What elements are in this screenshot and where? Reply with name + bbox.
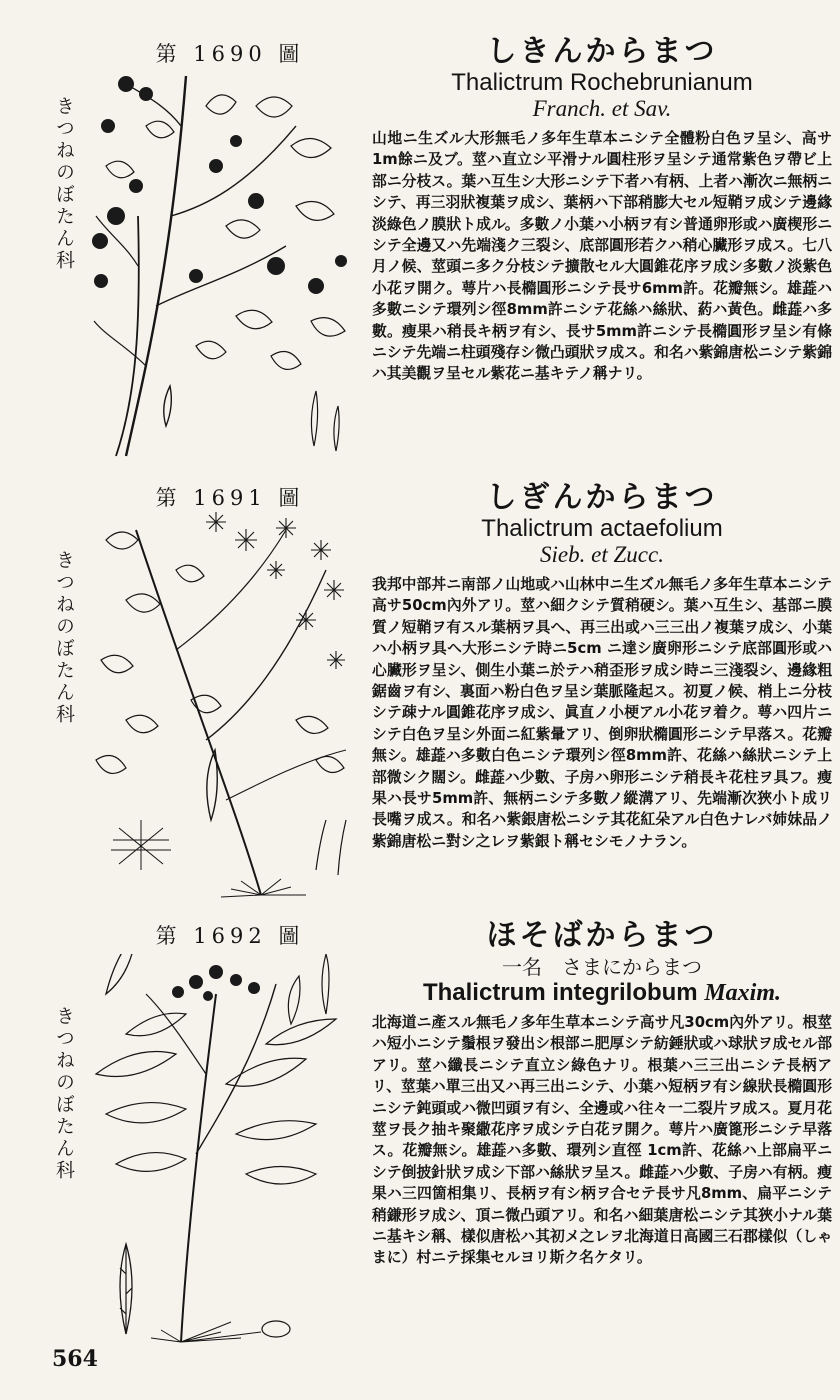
scientific-name-line bbox=[372, 980, 832, 1006]
author-name: Maxim. bbox=[704, 980, 782, 1006]
scientific-name: Thalictrum actaefolium bbox=[481, 515, 723, 542]
plant-illustration bbox=[86, 510, 358, 898]
entry-text bbox=[372, 918, 832, 1269]
author-name: Franch. et Sav. bbox=[532, 96, 672, 121]
entry-text bbox=[372, 34, 832, 385]
scientific-name: Thalictrum integrilobum bbox=[422, 979, 698, 1006]
description-text: 山地ニ生ズル大形無毛ノ多年生草本ニシテ全體粉白色ヲ呈シ、高サ1m餘ニ及ブ。莖ハ直立シ平滑ナル圓柱形ヲ呈シテ通常紫色ヲ帶ビ上部ニ分枝ス。葉ハ互生シ大形ニシテ下者ハ有柄、上者ハ漸次ニ無柄ニシテ、再三羽狀複葉ヲ成シ、葉柄ハ下部稍膨大セル短鞘ヲ成シテ邊緣淡綠色ノ膜狀ト成ル。多數ノ小葉ハ小柄ヲ有シ普通卵形或ハ廣楔形ニシテ全邊又ハ先端淺ク三裂シ、底部圓形若クハ稍心臟形ヲ成ス。七八月ノ候、莖頭ニ多ク分枝シテ擴散セル大圓錐花序ヲ成シ多數ノ淡紫色小花ヲ開ク。萼片ハ長橢圓形ニシテ長サ6mm許。花瓣無シ。雄蕋ハ多數ニシテ環列シ徑8mm許ニシテ花絲ハ絲狀、葯ハ黃色。雌蕋ハ多數。瘦果ハ稍長キ柄ヲ有シ、長サ5mm許ニシテ長橢圓形ヲ呈シ有條ニシテ先端ニ柱頭殘存シ微凸頭狀ヲ成ス。和名ハ紫錦唐松ニシテ紫錦ハ其美觀ヲ呈セル紫花ニ基キテノ稱ナリ。 bbox=[372, 130, 832, 383]
thalictrum-rochebrunianum-drawing bbox=[86, 66, 358, 462]
figure-number: 第 1691 圖 bbox=[155, 486, 305, 510]
scientific-name: Thalictrum Rochebrunianum bbox=[451, 69, 753, 96]
plant-illustration bbox=[86, 954, 358, 1344]
entry-1692 bbox=[0, 914, 840, 1354]
plant-illustration bbox=[86, 66, 358, 462]
family-label: きつねのぼたん科 bbox=[53, 1006, 75, 1182]
thalictrum-integrilobum-drawing bbox=[86, 954, 358, 1344]
japanese-name: しきんからまつ bbox=[486, 34, 718, 69]
japanese-name: しぎんからまつ bbox=[486, 480, 718, 515]
alternate-name: 一名 さまにからまつ bbox=[502, 955, 702, 979]
description-text: 我邦中部丼ニ南部ノ山地或ハ山林中ニ生ズル無毛ノ多年生草本ニシテ高サ50cm內外アリ。莖ハ細クシテ質稍硬シ。葉ハ互生シ、基部ニ膜質ノ短鞘ヲ有スル葉柄ヲ具ヘ、再三出或ハ三三出ノ複葉ヲ成シ、小葉ハ小柄ヲ具ヘ大形ニシテ時ニ5cm ニ達シ廣卵形ニシテ底部圓形或ハ心臟形ヲ呈シ、側生小葉ニ於テハ稍歪形ヲ成シ時ニ三淺裂シ、邊緣粗鋸齒ヲ有シ、裏面ハ粉白色ヲ呈シ葉脈隆起ス。初夏ノ候、梢上ニ分枝シテ疎ナル圓錐花序ヲ成シ、眞直ノ小梗アル小花ヲ着ク。萼ハ四片ニシテ白色ヲ呈シ外面ニ紅紫暈アリ、倒卵狀橢圓形ニシテ早落ス。花瓣無シ。雄蕋ハ多數白色ニシテ環列シ徑8mm許、花絲ハ絲狀ニシテ上部微シク闊シ。雌蕋ハ少數、子房ハ卵形ニシテ稍長キ花柱ヲ具フ。瘦果ハ長サ5mm許、無柄ニシテ多數ノ縱溝アリ、先端漸次狹小ト成リ長嘴ヲ成ス。和名ハ紫銀唐松ニシテ其花紅朵アル白色ナレバ姉妹品ノ紫錦唐松ニ對シ之レヲ紫銀ト稱セシモノナラン。 bbox=[372, 576, 832, 850]
figure-number: 第 1692 圖 bbox=[155, 924, 305, 948]
entry-1691 bbox=[0, 476, 840, 916]
japanese-name: ほそばからまつ bbox=[486, 918, 718, 953]
entry-text bbox=[372, 480, 832, 852]
entry-1690 bbox=[0, 0, 840, 470]
author-name: Sieb. et Zucc. bbox=[540, 542, 664, 567]
family-label: きつねのぼたん科 bbox=[53, 96, 75, 272]
family-label: きつねのぼたん科 bbox=[53, 550, 75, 726]
thalictrum-actaefolium-drawing bbox=[86, 510, 358, 898]
description-text: 北海道ニ產スル無毛ノ多年生草本ニシテ高サ凡30cm內外アリ。根莖ハ短小ニシテ鬚根ヲ發出シ根部ニ肥厚シテ紡錘狀或ハ球狀ヲ成セル部アリ。莖ハ纖長ニシテ直立シ綠色ナリ。根葉ハ三三出ニシテ長柄アリ、莖葉ハ單三出又ハ再三出ニシテ、小葉ハ短柄ヲ有シ線狀長橢圓形ニシテ鈍頭或ハ微凹頭ヲ有シ、全邊或ハ往々一二裂片ヲ成ス。夏月花莖ヲ長ク抽キ聚繖花序ヲ成シテ白花ヲ開ク。萼片ハ廣篦形ニシテ早落ス。花瓣無シ。雄蕋ハ多數、環列シ直徑 1cm許、花絲ハ上部扁平ニシテ倒披針狀ヲ成シ下部ハ絲狀ヲ呈ス。雌蕋ハ少數、子房ハ有柄。瘦果ハ三四箇相集リ、長柄ヲ有シ柄ヲ合セテ長サ凡8mm、扁平ニシテ稍鎌形ヲ成シ、頂ニ微凸頭アリ。和名ハ細葉唐松ニシテ其狹小ナル葉ニ基キシ稱、樣似唐松ハ其初メ之レヲ北海道日高國三石郡樣似（しゃまに）村ニテ採集セルヨリ斯ク名ケタリ。 bbox=[372, 1014, 832, 1267]
page-number: 564 bbox=[52, 1346, 98, 1372]
figure-number: 第 1690 圖 bbox=[155, 42, 305, 66]
